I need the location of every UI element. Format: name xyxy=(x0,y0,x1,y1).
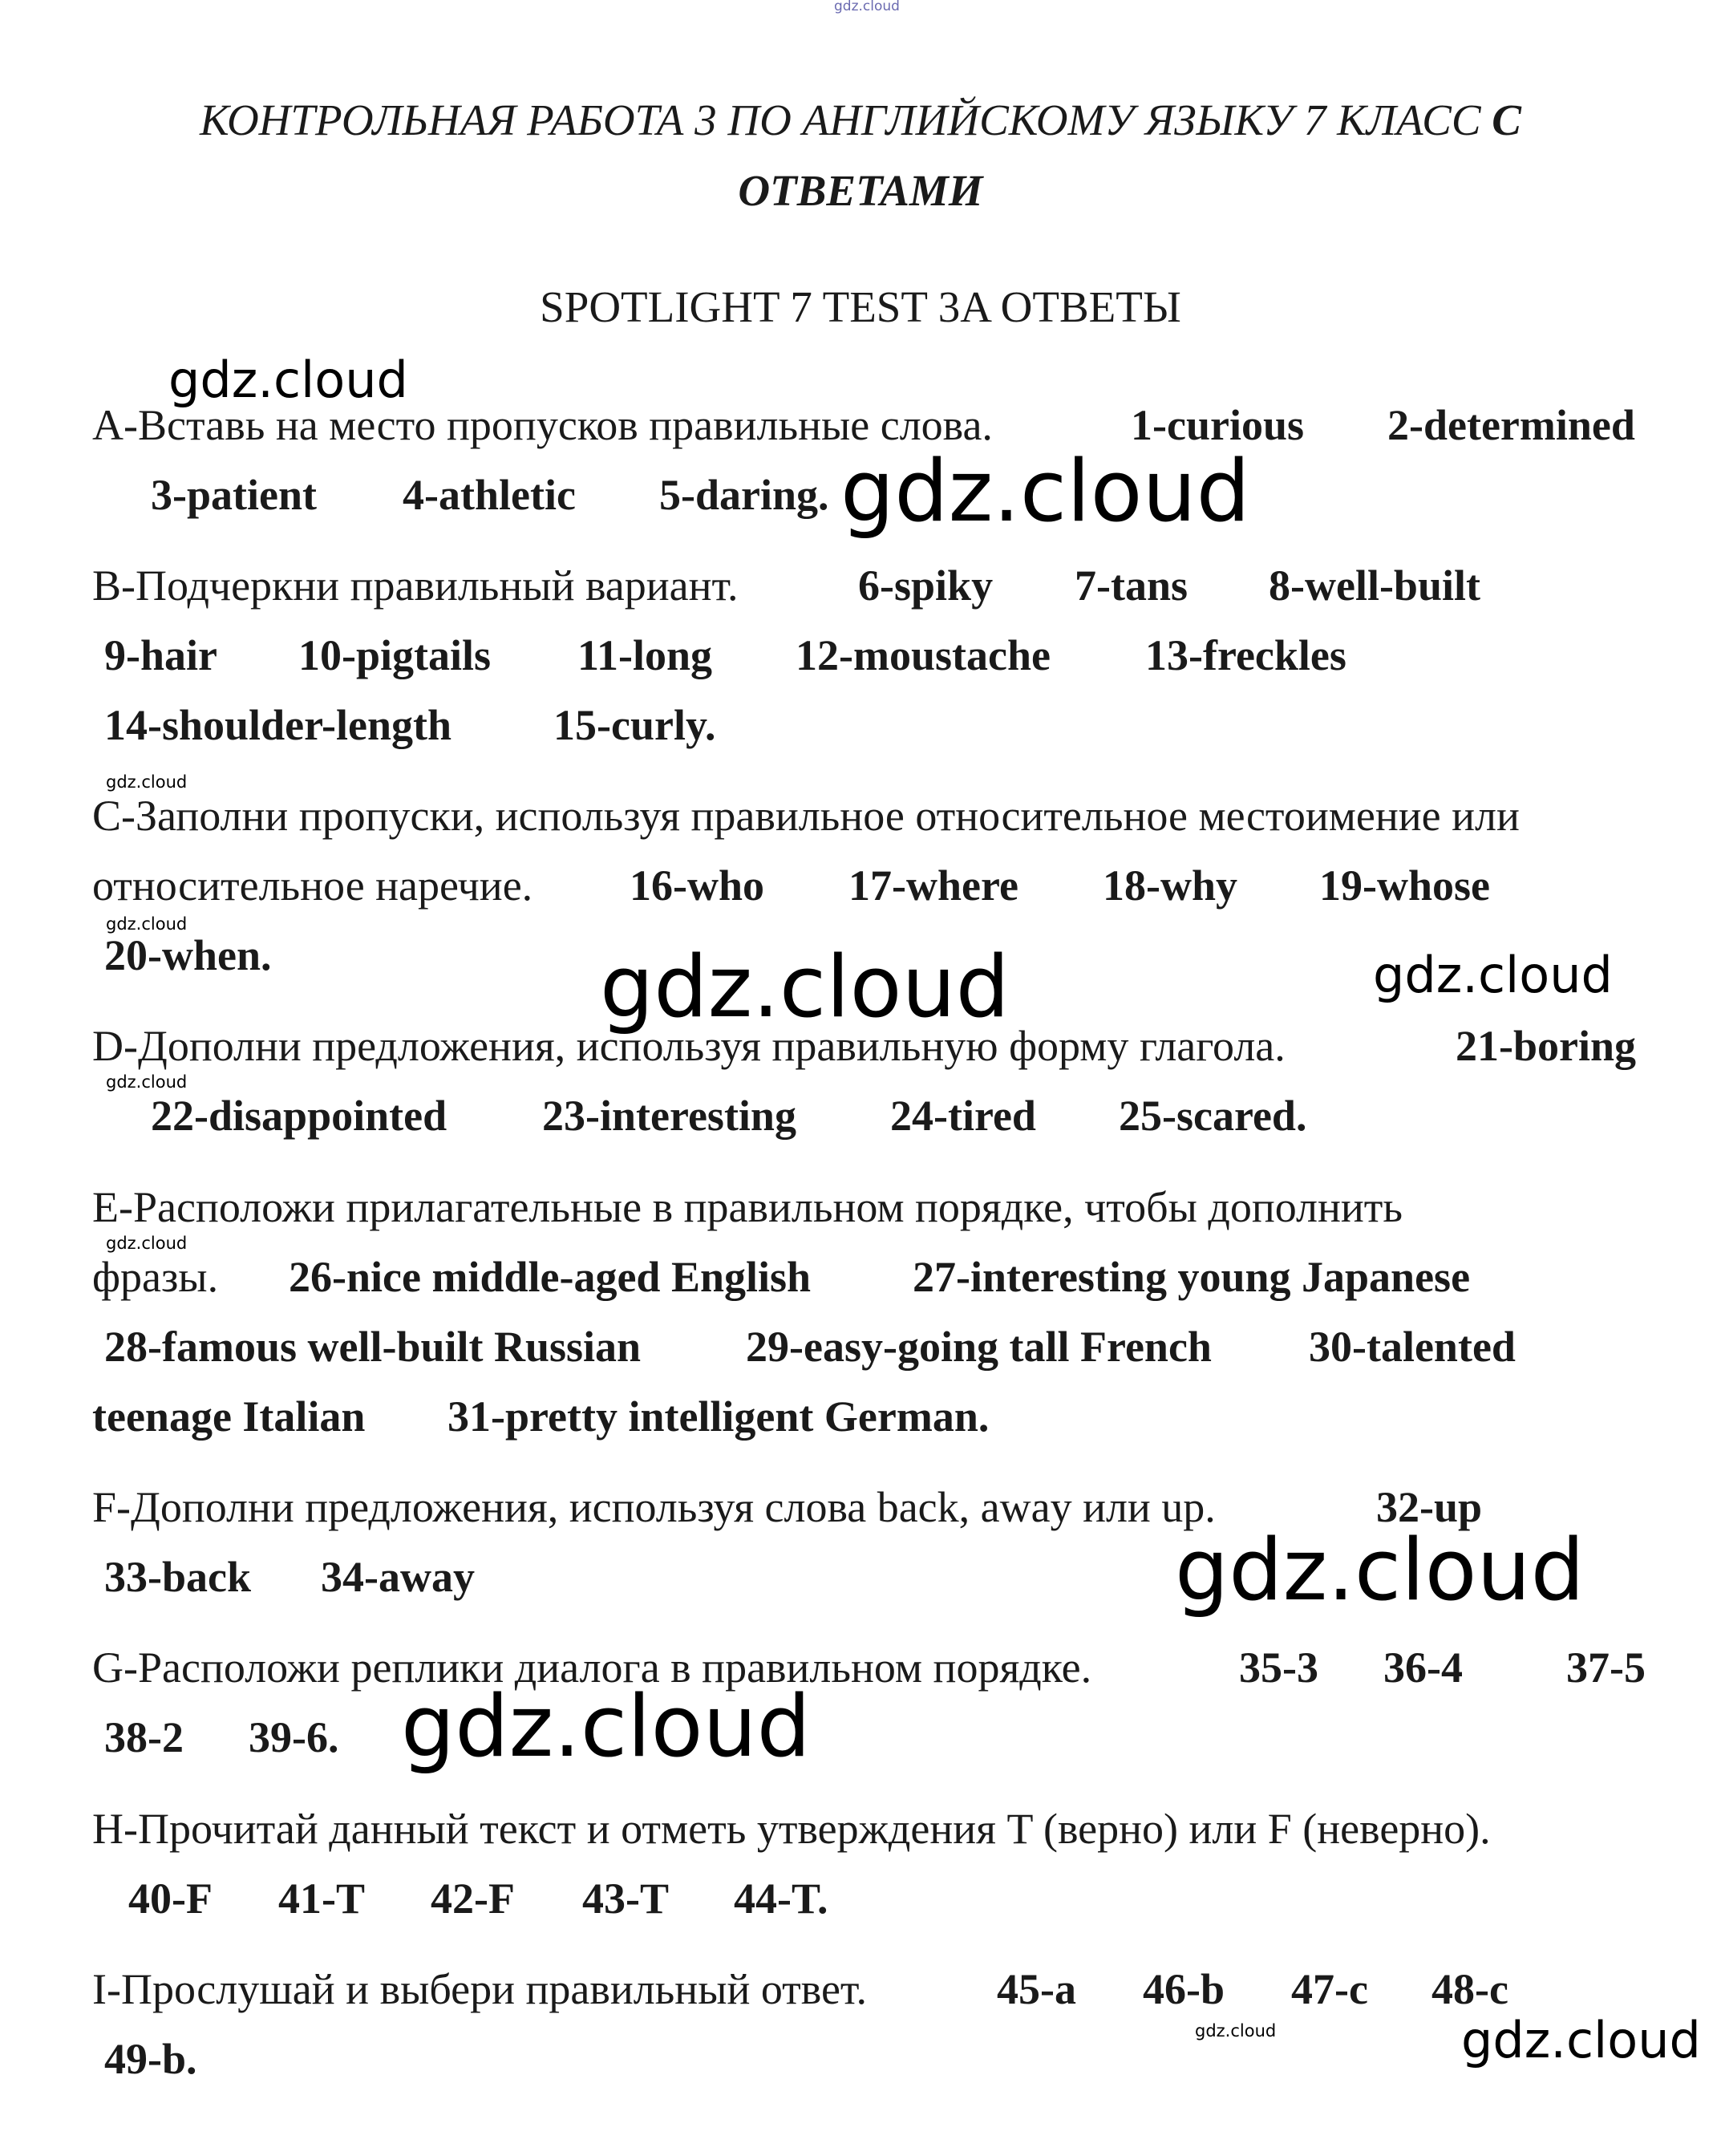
section-d-instruction: D-Дополни предложения, используя правильную форму глагола. xyxy=(92,1022,1286,1070)
section-e-instruction-line2: фразы. xyxy=(92,1253,219,1301)
watermark: gdz.cloud xyxy=(106,1234,188,1253)
answer-3: 3-patient xyxy=(151,471,317,519)
page-title-italic: КОНТРОЛЬНАЯ РАБОТА 3 ПО АНГЛИЙСКОМУ ЯЗЫКУ 7 КЛАСС xyxy=(200,95,1481,144)
answer-26: 26-nice middle-aged English xyxy=(289,1253,812,1301)
watermark: gdz.cloud xyxy=(401,1677,811,1776)
answer-31: 31-pretty intelligent German. xyxy=(447,1392,990,1441)
answer-16: 16-who xyxy=(630,861,765,910)
answer-40: 40-F xyxy=(128,1874,213,1923)
answer-2: 2-determined xyxy=(1387,401,1635,449)
answer-21: 21-boring xyxy=(1456,1022,1637,1070)
answer-19: 19-whose xyxy=(1319,861,1490,910)
answer-5: 5-daring. xyxy=(659,471,829,519)
watermark: gdz.cloud xyxy=(600,938,1010,1036)
watermark: gdz.cloud xyxy=(106,914,188,934)
answer-49: 49-b. xyxy=(104,2035,197,2083)
answer-20: 20-when. xyxy=(104,931,272,979)
page-title-line1 xyxy=(0,95,1721,144)
answer-42: 42-F xyxy=(431,1874,515,1923)
watermark: gdz.cloud xyxy=(106,772,188,792)
answer-34: 34-away xyxy=(321,1553,475,1601)
answer-33: 33-back xyxy=(104,1553,252,1601)
section-c-instruction-line2: относительное наречие. xyxy=(92,861,533,910)
answer-28: 28-famous well-built Russian xyxy=(104,1323,642,1371)
section-h-instruction: H-Прочитай данный текст и отметь утверждения T (верно) или F (неверно). xyxy=(92,1805,1491,1853)
answer-39: 39-6. xyxy=(249,1713,339,1761)
watermark: gdz.cloud xyxy=(1373,946,1613,1004)
answer-24: 24-tired xyxy=(890,1092,1036,1140)
answer-11: 11-long xyxy=(577,631,713,679)
section-e-instruction-line1: E-Расположи прилагательные в правильном порядке, чтобы дополнить xyxy=(92,1183,1403,1231)
answer-46: 46-b xyxy=(1143,1965,1225,2013)
section-b-instruction: B-Подчеркни правильный вариант. xyxy=(92,561,739,610)
answer-47: 47-c xyxy=(1291,1965,1368,2013)
answer-14: 14-shoulder-length xyxy=(104,701,452,749)
page-title-line2: ОТВЕТАМИ xyxy=(738,166,983,215)
answer-45: 45-a xyxy=(997,1965,1076,2013)
watermark: gdz.cloud xyxy=(1461,2011,1701,2069)
answer-7: 7-tans xyxy=(1075,561,1189,610)
watermark: gdz.cloud xyxy=(834,0,900,14)
page-subtitle: SPOTLIGHT 7 TEST 3A ОТВЕТЫ xyxy=(540,282,1181,331)
answer-41: 41-T xyxy=(278,1874,365,1923)
answer-44: 44-T. xyxy=(734,1874,828,1923)
watermark: gdz.cloud xyxy=(1195,2021,1277,2040)
answer-30: 30-talented xyxy=(1309,1323,1516,1371)
answer-6: 6-spiky xyxy=(858,561,994,610)
answer-17: 17-where xyxy=(848,861,1018,910)
answer-37: 37-5 xyxy=(1566,1643,1646,1692)
answer-27: 27-interesting young Japanese xyxy=(913,1253,1471,1301)
watermark: gdz.cloud xyxy=(840,442,1250,541)
answer-22: 22-disappointed xyxy=(151,1092,447,1140)
section-c-instruction-line1: C-Заполни пропуски, используя правильное относительное местоимение или xyxy=(92,792,1520,840)
answer-25: 25-scared. xyxy=(1119,1092,1307,1140)
answer-13: 13-freckles xyxy=(1145,631,1346,679)
answer-1: 1-curious xyxy=(1131,401,1304,449)
page-title-bold-letter: С xyxy=(1492,95,1521,144)
section-f-instruction: F-Дополни предложения, используя слова back, away или up. xyxy=(92,1483,1216,1531)
answer-10: 10-pigtails xyxy=(298,631,492,679)
answer-8: 8-well-built xyxy=(1269,561,1480,610)
answer-4: 4-athletic xyxy=(403,471,576,519)
section-i-instruction: I-Прослушай и выбери правильный ответ. xyxy=(92,1965,867,2013)
section-a-instruction: A-Вставь на место пропусков правильные слова. xyxy=(92,401,993,449)
answer-18: 18-why xyxy=(1103,861,1238,910)
section-g-instruction: G-Расположи реплики диалога в правильном порядке. xyxy=(92,1643,1092,1692)
answer-36: 36-4 xyxy=(1383,1643,1463,1692)
watermark: gdz.cloud xyxy=(1175,1521,1585,1619)
answer-43: 43-T xyxy=(582,1874,669,1923)
answer-12: 12-moustache xyxy=(796,631,1051,679)
answer-23: 23-interesting xyxy=(542,1092,796,1140)
answer-29: 29-easy-going tall French xyxy=(746,1323,1212,1371)
watermark: gdz.cloud xyxy=(168,351,408,409)
answer-38: 38-2 xyxy=(104,1713,184,1761)
answer-35: 35-3 xyxy=(1239,1643,1318,1692)
answer-32: 32-up xyxy=(1376,1483,1483,1531)
answer-15: 15-curly. xyxy=(553,701,716,749)
answer-48: 48-c xyxy=(1431,1965,1508,2013)
answer-9: 9-hair xyxy=(104,631,217,679)
answer-30-continued: teenage Italian xyxy=(92,1392,366,1441)
watermark: gdz.cloud xyxy=(106,1072,188,1092)
